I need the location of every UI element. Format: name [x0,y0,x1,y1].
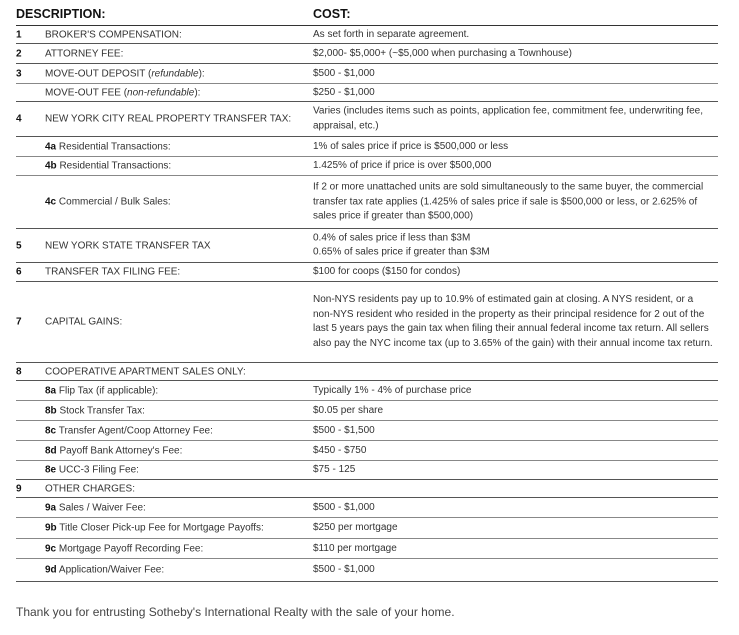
row-description [45,87,307,98]
table-row [16,137,718,157]
desc-text: Payoff Bank Attorney's Fee: [59,445,183,456]
desc-text: Commercial / Bulk Sales: [58,196,171,208]
desc-text: Sales / Waiver Fee: [58,502,146,513]
row-cost: $0.05 per share [313,404,384,416]
desc-text: Residential Transactions: [58,141,171,152]
sub-number: 8c [45,425,57,436]
sub-number: 4b [45,160,57,172]
row-cost: $500 - $1,000 [313,563,375,575]
row-cost: $250 per mortgage [313,521,398,533]
row-description: ATTORNEY FEE: [45,48,124,59]
row-cost: Varies (includes items such as points, application fee, commitment fee, underwriting fee, appraisal, etc.) [313,105,703,131]
row-cost: $100 for coops ($150 for condos) [313,265,461,277]
row-cost: $450 - $750 [313,444,367,456]
description-column-header: DESCRIPTION: [16,7,106,21]
table-row [16,421,718,441]
row-description: CAPITAL GAINS: [45,316,123,328]
desc-after: ): [198,68,205,79]
desc-text: Flip Tax (if applicable): [58,385,159,396]
row-cost: As set forth in separate agreement. [313,28,470,40]
table-row [16,84,718,102]
row-description: COOPERATIVE APARTMENT SALES ONLY: [45,366,246,377]
row-description [45,197,307,208]
row-number: 2 [16,48,22,59]
row-description [45,502,307,513]
desc-text: MOVE-OUT FEE ( [45,87,128,98]
footer-thank-you-note: Thank you for entrusting Sotheby's International Realty with the sale of your home. [16,605,455,619]
cost-line-1: 0.4% of sales price if less than $3M [313,232,471,243]
row-cost: Typically 1% - 4% of purchase price [313,384,472,396]
table-row [16,518,718,539]
desc-italic: refundable [151,68,199,79]
row-description: OTHER CHARGES: [45,483,136,494]
desc-text: Title Closer Pick-up Fee for Mortgage Payoffs: [59,522,264,534]
row-description: NEW YORK STATE TRANSFER TAX [45,240,211,251]
table-row [16,363,718,381]
row-description [45,161,307,172]
desc-text: Mortgage Payoff Recording Fee: [58,543,204,554]
row-number: 6 [16,266,22,278]
table-row [16,26,718,44]
row-cost: 1% of sales price if price is $500,000 or less [313,140,509,152]
sub-number: 8b [45,405,57,416]
sub-number: 9b [45,522,57,534]
row-description [45,141,307,152]
desc-after: ): [194,87,201,98]
row-number: 7 [16,316,22,328]
sub-number: 8d [45,445,57,456]
row-number: 3 [16,68,22,79]
table-row [16,441,718,461]
cost-line-2: 0.65% of sales price if greater than $3M [313,246,490,258]
sub-number: 9a [45,502,57,513]
table-row [16,539,718,559]
row-description [45,543,307,554]
desc-text: Application/Waiver Fee: [58,564,165,576]
cost-column-header: COST: [313,7,351,21]
table-row [16,176,718,229]
row-cost [313,231,713,260]
row-cost: $500 - $1,000 [313,67,375,79]
row-description [45,465,307,476]
sub-number: 9c [45,543,57,554]
row-description: BROKER'S COMPENSATION: [45,29,182,40]
table-row [16,102,718,137]
row-description [45,523,307,534]
row-cost: $250 - $1,000 [313,86,375,98]
row-cost: If 2 or more unattached units are sold simultaneously to the same buyer, the commercial transfer tax rate applies (1.425% of sales price if sale is $500,000 or less, or 2.625% of sales price if greater than $500,000) [313,181,704,222]
row-cost: $110 per mortgage [313,542,397,554]
desc-text: Stock Transfer Tax: [59,405,145,416]
row-cost: $500 - $1,500 [313,424,375,436]
row-number: 4 [16,113,22,125]
desc-italic: non-refundable [127,87,195,98]
table-row [16,44,718,64]
table-row [16,461,718,480]
row-description [45,385,307,396]
row-cost: Non-NYS residents pay up to 10.9% of estimated gain at closing. A NYS resident, or a non-NYS resident who resided in the property as their principal residence for 2 out of the last 5 years pays the gain tax when filing their annual federal income tax return. All sellers also pay the NYC income tax (up to 3.65% of the gain) with their annual income tax return. [313,294,713,349]
row-cost: 1.425% of price if price is over $500,000 [313,159,492,171]
row-number: 8 [16,366,22,377]
desc-text: Transfer Agent/Coop Attorney Fee: [58,425,213,436]
table-row [16,480,718,498]
row-number: 5 [16,240,22,251]
row-description: TRANSFER TAX FILING FEE: [45,266,181,278]
table-row [16,381,718,401]
table-row [16,401,718,421]
desc-text: MOVE-OUT DEPOSIT ( [45,68,152,79]
row-cost: $75 - 125 [313,463,356,475]
sub-number: 8a [45,385,57,396]
row-description [45,425,307,436]
table-header [16,5,718,26]
sub-number: 4c [45,196,57,208]
table-row [16,64,718,84]
table-row [16,157,718,176]
row-description [45,68,307,79]
table-row [16,282,718,363]
row-description [45,405,307,416]
table-row [16,263,718,282]
row-number: 9 [16,483,22,494]
row-number: 1 [16,29,22,40]
row-description [45,565,307,576]
row-cost: $2,000- $5,000+ (~$5,000 when purchasing a Townhouse) [313,47,572,59]
sub-number: 9d [45,564,57,576]
desc-text: UCC-3 Filing Fee: [58,464,139,476]
desc-text: Residential Transactions: [59,160,172,172]
sub-number: 4a [45,141,57,152]
row-description [45,445,307,456]
row-cost: $500 - $1,000 [313,501,375,513]
fee-schedule-table [16,5,718,582]
sub-number: 8e [45,464,57,476]
row-description: NEW YORK CITY REAL PROPERTY TRANSFER TAX: [45,113,292,125]
table-row [16,229,718,263]
table-row [16,498,718,518]
table-row [16,559,718,582]
